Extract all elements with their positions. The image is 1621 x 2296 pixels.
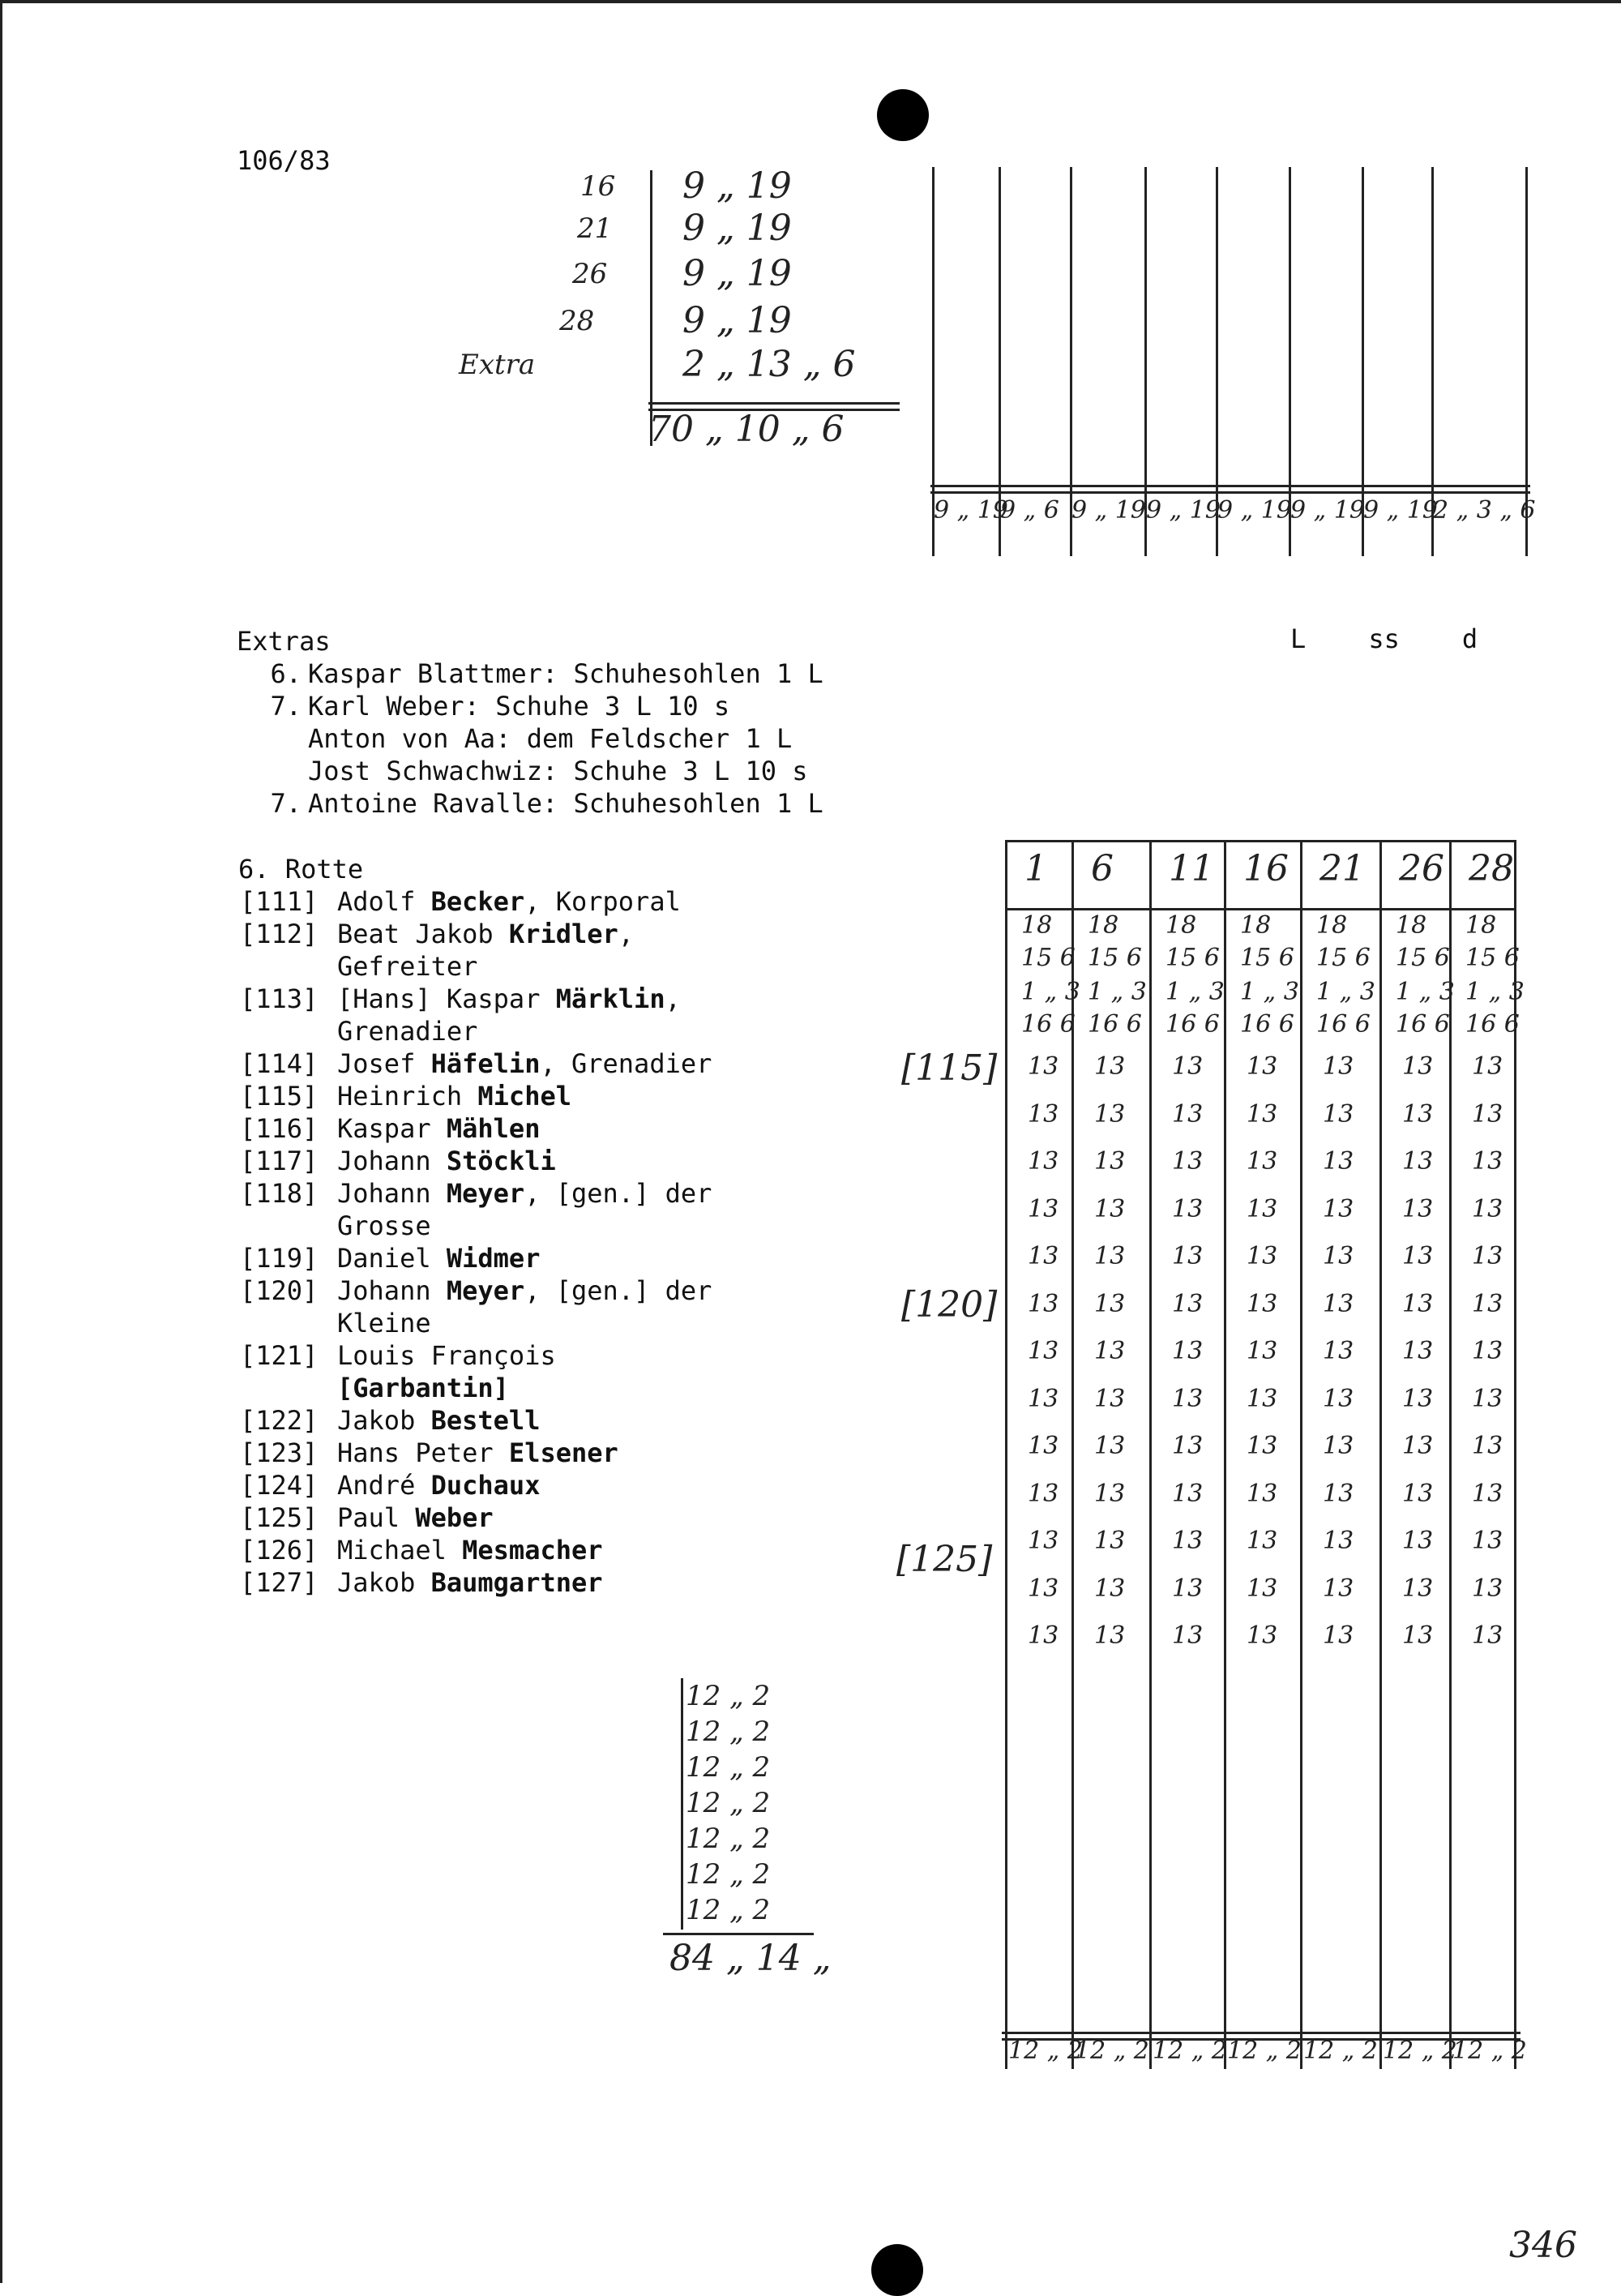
rotte-member-suffix: , [gen.] der: [524, 1178, 712, 1209]
pay-grid-cell: 13: [1472, 1479, 1503, 1508]
top-ledger-amount: 2 „ 13 „ 6: [682, 344, 856, 385]
pay-grid-cell: 13: [1172, 1099, 1204, 1129]
pay-grid-cell: 13: [1172, 1384, 1204, 1413]
pay-grid-cell: 13: [1472, 1432, 1503, 1460]
pay-grid-day: 28: [1469, 848, 1514, 889]
pay-grid-cell: 13: [1094, 1432, 1126, 1460]
pay-grid-header-cell: 15 6: [1396, 944, 1450, 972]
extras-item-text: Karl Weber: Schuhe 3 L 10 s: [308, 691, 730, 722]
pay-grid-cell: 13: [1172, 1527, 1204, 1555]
pay-grid-header-cell: 16 6: [1316, 1010, 1371, 1039]
pay-grid-total: 12 „ 2: [1303, 2037, 1378, 2065]
pay-grid-header-cell: 16 6: [1240, 1010, 1294, 1039]
pay-grid-cell: 13: [1172, 1574, 1204, 1603]
pay-grid-header-cell: 1 „ 3: [1165, 978, 1225, 1006]
rotte-member: [240, 885, 681, 918]
margin-note-115: [115]: [901, 1047, 998, 1089]
rotte-member-surname: Widmer: [446, 1243, 541, 1274]
extras-item-num: 6.: [270, 658, 302, 689]
rotte-member-given: Heinrich: [337, 1081, 478, 1112]
pay-grid-header-cell: 15 6: [1465, 944, 1520, 972]
pay-grid-cell: 13: [1323, 1242, 1354, 1270]
rotte-member-num: [119]: [240, 1243, 319, 1274]
pay-grid-cell: 13: [1323, 1194, 1354, 1223]
bottom-ledger-row: 12 „ 2: [686, 1787, 771, 1819]
extras-item: [253, 658, 823, 690]
pay-grid-cell: 13: [1028, 1337, 1059, 1365]
rotte-member-given: Paul: [337, 1502, 416, 1533]
pay-grid-cell: 13: [1323, 1384, 1354, 1413]
pay-grid-day: 21: [1319, 848, 1365, 889]
rotte-member-surname: Meyer: [446, 1275, 525, 1306]
pay-grid-cell: 13: [1094, 1574, 1126, 1603]
rotte-member-given: Adolf: [337, 886, 431, 917]
rotte-member-given: Johann: [337, 1178, 447, 1209]
extras-item-num: 7.: [270, 691, 302, 722]
pay-grid-line: [1005, 840, 1007, 2069]
top-ledger-rule: [650, 170, 652, 446]
rotte-member-suffix: ,: [665, 983, 681, 1014]
rotte-member-surname: Häfelin: [430, 1048, 541, 1079]
pay-grid-cell: 13: [1172, 1432, 1204, 1460]
rotte-member: [240, 1274, 712, 1307]
top-ledger-day: Extra: [459, 349, 536, 381]
pay-grid-cell: 13: [1472, 1147, 1503, 1176]
pay-grid-cell: 13: [1028, 1384, 1059, 1413]
extras-item: [253, 722, 792, 755]
page-id: 106/83: [237, 145, 331, 176]
pay-grid-cell: 13: [1247, 1337, 1278, 1365]
extras-item-num: 7.: [270, 788, 302, 819]
rotte-member-suffix: , Grenadier: [540, 1048, 712, 1079]
rotte-member-cont-text: [Garbantin]: [337, 1373, 509, 1403]
pay-grid-cell: 13: [1323, 1289, 1354, 1318]
pay-grid-cell: 13: [1172, 1337, 1204, 1365]
currency-header: L ss d: [1290, 623, 1478, 654]
pay-grid-header-cell: 1 „ 3: [1316, 978, 1375, 1006]
rotte-member-given: André: [337, 1470, 431, 1501]
bottom-ledger-row: 12 „ 2: [686, 1680, 771, 1712]
pay-grid-header-cell: 18: [1240, 911, 1272, 940]
scan-border-left: [0, 0, 2, 2283]
pay-grid-total: 12 „ 2: [1227, 2037, 1302, 2065]
pay-grid-cell: 13: [1402, 1242, 1434, 1270]
rotte-member-continuation: [240, 1015, 477, 1047]
rotte-member-cont-text: Grosse: [337, 1210, 431, 1241]
top-ledger-sum-rule: [648, 402, 900, 405]
pay-grid-cell: 13: [1472, 1621, 1503, 1650]
pay-grid-cell: 13: [1094, 1052, 1126, 1081]
rotte-member-num: [117]: [240, 1146, 319, 1176]
pay-grid-cell: 13: [1094, 1289, 1126, 1318]
pay-grid-cell: 13: [1172, 1621, 1204, 1650]
rotte-member-num: [126]: [240, 1535, 319, 1566]
rotte-member-given: Kaspar: [337, 1113, 447, 1144]
rotte-member-surname: Weber: [415, 1502, 494, 1533]
pay-grid-cell: 13: [1028, 1099, 1059, 1129]
rotte-member-num: [118]: [240, 1178, 319, 1209]
pay-grid-header-cell: 18: [1465, 911, 1497, 940]
rotte-member-num: [123]: [240, 1437, 319, 1468]
rotte-member: [240, 1047, 712, 1080]
extras-item-text: Jost Schwachwiz: Schuhe 3 L 10 s: [308, 756, 808, 786]
pay-grid-cell: 13: [1323, 1432, 1354, 1460]
top-grid-total: 9 „ 19: [1363, 496, 1438, 525]
pay-grid-cell: 13: [1247, 1384, 1278, 1413]
top-grid-rule-2: [930, 491, 1530, 494]
pay-grid-cell: 13: [1028, 1621, 1059, 1650]
top-ledger-day: 28: [559, 305, 595, 337]
pay-grid-cell: 13: [1172, 1242, 1204, 1270]
pay-grid-line: [1379, 840, 1382, 2069]
rotte-member-surname: Baumgartner: [430, 1567, 603, 1598]
top-ledger-amount: 9 „ 19: [682, 165, 792, 207]
rotte-member: [240, 1339, 556, 1372]
rotte-member-given: [Hans] Kaspar: [337, 983, 556, 1014]
margin-note-120: [120]: [901, 1284, 998, 1326]
pay-grid-cell: 13: [1094, 1242, 1126, 1270]
top-grid-total: 9 „ 19: [1146, 496, 1221, 525]
top-ledger-total: 70 „ 10 „ 6: [648, 409, 845, 450]
pay-grid-top: [1005, 840, 1516, 842]
extras-item-text: Antoine Ravalle: Schuhesohlen 1 L: [308, 788, 823, 819]
rotte-member-surname: Stöckli: [446, 1146, 556, 1176]
rotte-member: [240, 983, 681, 1015]
pay-grid-cell: 13: [1028, 1479, 1059, 1508]
pay-grid-cell: 13: [1094, 1479, 1126, 1508]
rotte-member-num: [111]: [240, 886, 319, 917]
pay-grid-cell: 13: [1402, 1384, 1434, 1413]
rotte-member-cont-text: Grenadier: [337, 1016, 478, 1047]
pay-grid-total: 12 „ 2: [1153, 2037, 1227, 2065]
pay-grid-header-cell: 18: [1021, 911, 1053, 940]
pay-grid-cell: 13: [1323, 1147, 1354, 1176]
bottom-ledger-sum-rule: [663, 1933, 814, 1935]
pay-grid-day: 1: [1024, 848, 1047, 889]
pay-grid-line: [1149, 840, 1152, 2069]
rotte-member-given: Michael: [337, 1535, 463, 1566]
bottom-ledger-rule: [681, 1678, 683, 1930]
pay-grid-cell: 13: [1172, 1289, 1204, 1318]
pay-grid-cell: 13: [1028, 1432, 1059, 1460]
rotte-member-num: [122]: [240, 1405, 319, 1436]
rotte-member-num: [115]: [240, 1081, 319, 1112]
rotte-member-num: [114]: [240, 1048, 319, 1079]
pay-grid-header-cell: 1 „ 3: [1396, 978, 1455, 1006]
rotte-member: [240, 1145, 556, 1177]
punch-hole-bottom: [871, 2244, 923, 2296]
pay-grid-header-cell: 1 „ 3: [1088, 978, 1147, 1006]
bottom-ledger-row: 12 „ 2: [686, 1858, 771, 1891]
extras-item: [253, 690, 729, 722]
pay-grid-cell: 13: [1323, 1621, 1354, 1650]
pay-grid-header-cell: 16 6: [1165, 1010, 1220, 1039]
pay-grid-header-cell: 15 6: [1240, 944, 1294, 972]
pay-grid-cell: 13: [1472, 1052, 1503, 1081]
rotte-member-surname: Mählen: [446, 1113, 541, 1144]
top-grid-total: 9 „ 19: [1071, 496, 1146, 525]
pay-grid-cell: 13: [1028, 1147, 1059, 1176]
pay-grid-cell: 13: [1094, 1194, 1126, 1223]
pay-grid-total: 12 „ 2: [1075, 2037, 1149, 2065]
rotte-member-num: [127]: [240, 1567, 319, 1598]
pay-grid-cell: 13: [1402, 1052, 1434, 1081]
pay-grid-cell: 13: [1323, 1574, 1354, 1603]
rotte-member-surname: Mesmacher: [462, 1535, 603, 1566]
rotte-member-given: Johann: [337, 1146, 447, 1176]
pay-grid-cell: 13: [1402, 1621, 1434, 1650]
margin-note-125: [125]: [896, 1539, 993, 1580]
pay-grid-cell: 13: [1402, 1432, 1434, 1460]
rotte-member-continuation: [240, 1210, 431, 1242]
pay-grid-cell: 13: [1472, 1527, 1503, 1555]
pay-grid-cell: 13: [1247, 1099, 1278, 1129]
top-ledger-day: 16: [580, 170, 616, 203]
pay-grid-cell: 13: [1028, 1289, 1059, 1318]
pay-grid-cell: 13: [1402, 1147, 1434, 1176]
pay-grid-cell: 13: [1247, 1432, 1278, 1460]
pay-grid-cell: 13: [1172, 1052, 1204, 1081]
pay-grid-header-cell: 18: [1165, 911, 1197, 940]
pay-grid-cell: 13: [1402, 1337, 1434, 1365]
pay-grid-cell: 13: [1472, 1337, 1503, 1365]
rotte-member: [240, 1242, 540, 1274]
pay-grid-header-cell: 18: [1396, 911, 1427, 940]
pay-grid-total: 12 „ 2: [1452, 2037, 1527, 2065]
pay-grid-cell: 13: [1402, 1099, 1434, 1129]
top-grid-total: 9 „ 19: [1290, 496, 1365, 525]
rotte-member: [240, 1501, 494, 1534]
pay-grid-cell: 13: [1472, 1384, 1503, 1413]
rotte-member-given: Jakob: [337, 1405, 431, 1436]
pay-grid-header-cell: 16 6: [1396, 1010, 1450, 1039]
extras-item: [253, 787, 823, 820]
pay-grid-cell: 13: [1247, 1621, 1278, 1650]
pay-grid-cell: 13: [1028, 1194, 1059, 1223]
top-ledger-amount: 9 „ 19: [682, 208, 792, 249]
pay-grid-cell: 13: [1323, 1337, 1354, 1365]
rotte-member: [240, 1177, 712, 1210]
corner-note: 346: [1509, 2225, 1577, 2266]
rotte-member-suffix: , Korporal: [524, 886, 681, 917]
rotte-member: [240, 1534, 603, 1566]
scan-border-top: [0, 0, 1621, 3]
pay-grid-cell: 13: [1247, 1289, 1278, 1318]
pay-grid-cell: 13: [1247, 1242, 1278, 1270]
pay-grid-cell: 13: [1028, 1052, 1059, 1081]
rotte-member-surname: Michel: [477, 1081, 571, 1112]
rotte-member-num: [116]: [240, 1113, 319, 1144]
bottom-ledger-row: 12 „ 2: [686, 1751, 771, 1784]
pay-grid-cell: 13: [1094, 1337, 1126, 1365]
pay-grid-cell: 13: [1402, 1574, 1434, 1603]
pay-grid-cell: 13: [1094, 1384, 1126, 1413]
rotte-member-num: [124]: [240, 1470, 319, 1501]
pay-grid-total: 12 „ 2: [1008, 2037, 1083, 2065]
bottom-ledger-row: 12 „ 2: [686, 1716, 771, 1748]
bottom-ledger-row: 12 „ 2: [686, 1823, 771, 1855]
pay-grid-day: 6: [1091, 848, 1114, 889]
top-grid-total: 2 „ 3 „ 6: [1433, 496, 1536, 525]
pay-grid-line: [1300, 840, 1302, 2069]
rotte-member: [240, 1437, 618, 1469]
pay-grid-cell: 13: [1323, 1527, 1354, 1555]
rotte-member-surname: Kridler: [508, 919, 618, 949]
top-ledger-day: 21: [577, 212, 613, 245]
pay-grid-cell: 13: [1247, 1147, 1278, 1176]
rotte-member-num: [120]: [240, 1275, 319, 1306]
pay-grid-cell: 13: [1094, 1621, 1126, 1650]
pay-grid-cell: 13: [1323, 1052, 1354, 1081]
top-grid-total: 9 „ 6: [1000, 496, 1059, 525]
pay-grid-cell: 13: [1402, 1479, 1434, 1508]
top-grid-rule: [930, 485, 1530, 487]
pay-grid-cell: 13: [1172, 1479, 1204, 1508]
pay-grid-line: [1224, 840, 1226, 2069]
pay-grid-header-cell: 15 6: [1165, 944, 1220, 972]
rotte-member-surname: Bestell: [430, 1405, 541, 1436]
pay-grid-cell: 13: [1472, 1289, 1503, 1318]
rotte-member-suffix: ,: [618, 919, 635, 949]
extras-heading: Extras: [237, 626, 331, 657]
punch-hole-top: [877, 89, 929, 141]
pay-grid-cell: 13: [1247, 1479, 1278, 1508]
rotte-member: [240, 1112, 540, 1145]
pay-grid-cell: 13: [1472, 1099, 1503, 1129]
rotte-member-given: Louis François: [337, 1340, 556, 1371]
pay-grid-cell: 13: [1094, 1527, 1126, 1555]
pay-grid-day: 11: [1169, 848, 1214, 889]
rotte-member-continuation: [240, 950, 477, 983]
pay-grid-header-cell: 15 6: [1316, 944, 1371, 972]
rotte-member-given: Daniel: [337, 1243, 447, 1274]
rotte-member: [240, 1469, 540, 1501]
top-grid-total: 9 „ 19: [1217, 496, 1292, 525]
pay-grid-header-cell: 1 „ 3: [1021, 978, 1080, 1006]
pay-grid-header-cell: 16 6: [1465, 1010, 1520, 1039]
pay-grid-cell: 13: [1247, 1527, 1278, 1555]
pay-grid-cell: 13: [1472, 1242, 1503, 1270]
top-ledger-amount: 9 „ 19: [682, 253, 792, 294]
pay-grid-header-rule: [1005, 908, 1516, 910]
pay-grid-cell: 13: [1323, 1479, 1354, 1508]
pay-grid-cell: 13: [1028, 1527, 1059, 1555]
rotte-member-given: Johann: [337, 1275, 447, 1306]
pay-grid-header-cell: 15 6: [1088, 944, 1142, 972]
rotte-member-given: Jakob: [337, 1567, 431, 1598]
rotte-member-given: Hans Peter: [337, 1437, 509, 1468]
pay-grid-header-cell: 16 6: [1088, 1010, 1142, 1039]
rotte-member-num: [121]: [240, 1340, 319, 1371]
bottom-ledger-total: 84 „ 14 „: [669, 1938, 832, 1979]
top-ledger-day: 26: [572, 258, 608, 290]
pay-grid-cell: 13: [1172, 1147, 1204, 1176]
rotte-member: [240, 918, 634, 950]
pay-grid-cell: 13: [1172, 1194, 1204, 1223]
rotte-member-given: Josef: [337, 1048, 431, 1079]
pay-grid-cell: 13: [1323, 1099, 1354, 1129]
extras-item-text: Kaspar Blattmer: Schuhesohlen 1 L: [308, 658, 823, 689]
rotte-heading: 6. Rotte: [238, 854, 364, 885]
pay-grid-total: 12 „ 2: [1383, 2037, 1457, 2065]
rotte-member-continuation: [240, 1372, 509, 1404]
pay-grid-cell: 13: [1402, 1527, 1434, 1555]
rotte-member-surname: Duchaux: [430, 1470, 541, 1501]
pay-grid-cell: 13: [1247, 1574, 1278, 1603]
top-ledger-amount: 9 „ 19: [682, 300, 792, 341]
pay-grid-header-cell: 18: [1088, 911, 1119, 940]
pay-grid-cell: 13: [1094, 1099, 1126, 1129]
pay-grid-cell: 13: [1247, 1194, 1278, 1223]
pay-grid-cell: 13: [1094, 1147, 1126, 1176]
pay-grid-cell: 13: [1247, 1052, 1278, 1081]
pay-grid-cell: 13: [1472, 1194, 1503, 1223]
pay-grid-header-cell: 15 6: [1021, 944, 1076, 972]
pay-grid-cell: 13: [1028, 1242, 1059, 1270]
rotte-member-num: [112]: [240, 919, 319, 949]
extras-item: [253, 755, 808, 787]
rotte-member: [240, 1566, 603, 1599]
rotte-member-cont-text: Kleine: [337, 1308, 431, 1339]
pay-grid-header-cell: 16 6: [1021, 1010, 1076, 1039]
rotte-member-surname: Meyer: [446, 1178, 525, 1209]
rotte-member: [240, 1404, 540, 1437]
rotte-member-continuation: [240, 1307, 431, 1339]
rotte-member-surname: Märklin: [555, 983, 665, 1014]
extras-item-text: Anton von Aa: dem Feldscher 1 L: [308, 723, 793, 754]
top-grid-total: 9 „ 19: [934, 496, 1008, 525]
pay-grid-cell: 13: [1472, 1574, 1503, 1603]
rotte-member-num: [113]: [240, 983, 319, 1014]
rotte-member-surname: Becker: [430, 886, 525, 917]
rotte-member-suffix: , [gen.] der: [524, 1275, 712, 1306]
pay-grid-total-rule: [1002, 2032, 1520, 2034]
rotte-member-surname: Elsener: [508, 1437, 618, 1468]
rotte-member: [240, 1080, 571, 1112]
pay-grid-header-cell: 1 „ 3: [1240, 978, 1299, 1006]
pay-grid-cell: 13: [1402, 1194, 1434, 1223]
bottom-ledger-row: 12 „ 2: [686, 1894, 771, 1926]
pay-grid-header-cell: 18: [1316, 911, 1348, 940]
pay-grid-day: 26: [1399, 848, 1444, 889]
pay-grid-day: 16: [1243, 848, 1289, 889]
rotte-member-num: [125]: [240, 1502, 319, 1533]
pay-grid-cell: 13: [1028, 1574, 1059, 1603]
rotte-member-given: Beat Jakob: [337, 919, 509, 949]
pay-grid-header-cell: 1 „ 3: [1465, 978, 1525, 1006]
pay-grid-cell: 13: [1402, 1289, 1434, 1318]
rotte-member-cont-text: Gefreiter: [337, 951, 478, 982]
